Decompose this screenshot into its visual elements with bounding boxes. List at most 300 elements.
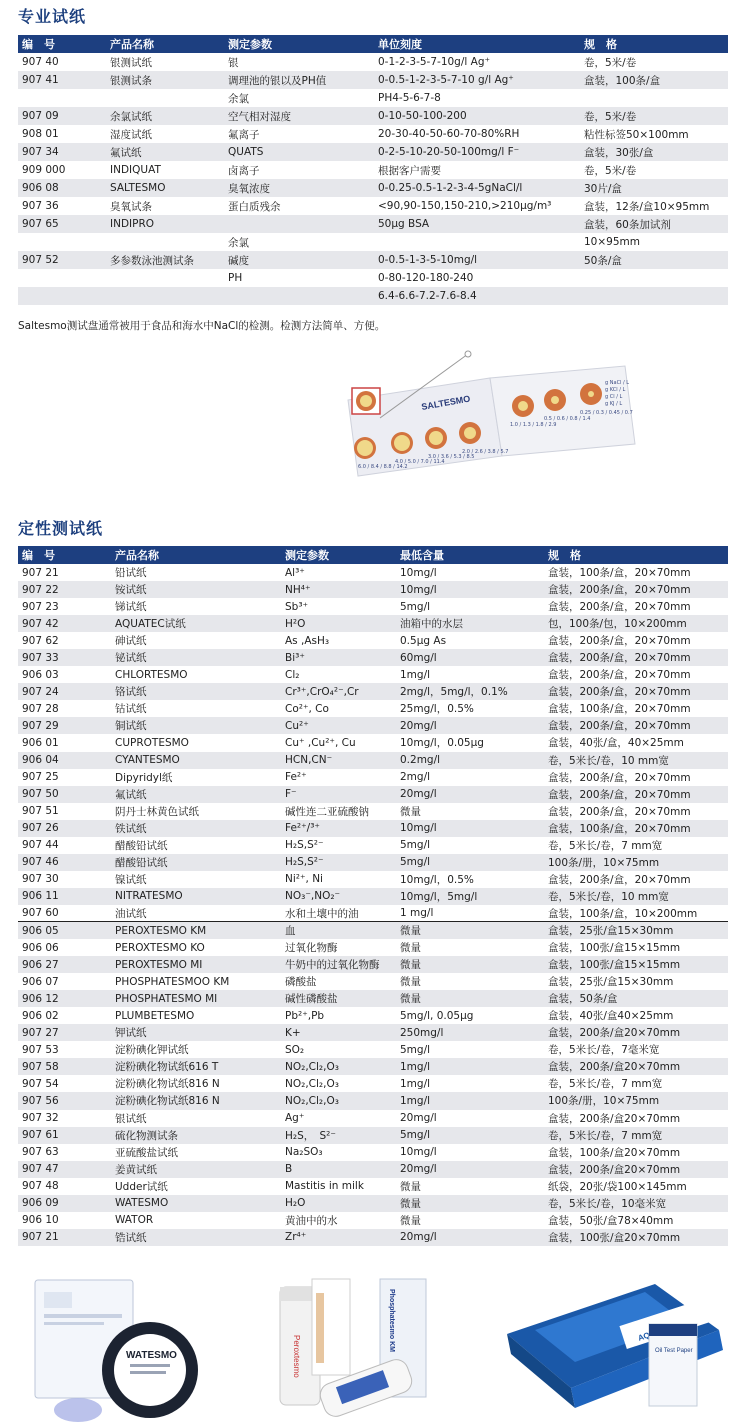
- scale-label: 0.5 / 0.6 / 0.8 / 1.4: [544, 416, 591, 422]
- table-cell: [106, 287, 224, 305]
- table-cell: 907 28: [22, 702, 59, 715]
- scale-label: 3.0 / 3.6 / 5.3 / 8.5: [428, 454, 475, 460]
- table-cell: 淀粉碘化物试纸816 N: [111, 1092, 281, 1109]
- table-row: [18, 786, 728, 803]
- table-cell: WATESMO: [111, 1195, 281, 1212]
- table-cell: 907 22: [18, 581, 111, 598]
- table-row: [18, 1092, 728, 1109]
- table-row: [18, 820, 728, 837]
- table-row: [18, 1212, 728, 1229]
- table-cell: 银测试条: [106, 71, 224, 89]
- table-cell: 牛奶中的过氧化物酶: [281, 956, 396, 973]
- table-cell: 5mg/l: [396, 1127, 544, 1144]
- table-cell: 盒装，100条/盒20×70mm: [548, 1146, 681, 1159]
- table-cell: 银试纸: [115, 1112, 147, 1125]
- table-row: [18, 269, 728, 287]
- table-cell: 50μg BSA: [374, 215, 580, 233]
- table-row: [18, 632, 728, 649]
- table-cell: 盒装，40张/盒40×25mm: [548, 1010, 674, 1023]
- table-cell: 906 05: [18, 922, 111, 939]
- table-cell: Pb²⁺,Pb: [285, 1009, 325, 1022]
- table-cell: 盒装，200条/盒20×70mm: [544, 1024, 728, 1041]
- table-cell: 907 62: [22, 634, 59, 647]
- saltesmo-card-illustration: [340, 348, 740, 488]
- table-row: [18, 125, 728, 143]
- table-cell: 907 44: [22, 839, 59, 852]
- table-cell: Mastitis in milk: [285, 1180, 364, 1193]
- table-cell: 5mg/l: [400, 1043, 431, 1056]
- table-cell: F⁻: [281, 786, 396, 803]
- table-cell: [18, 287, 106, 305]
- table-cell: H₂S,S²⁻: [281, 854, 396, 871]
- table-row: [18, 837, 728, 854]
- table-row: [18, 700, 728, 717]
- table-cell: INDIPRO: [106, 215, 224, 233]
- table-cell: 盒装，200条/盒20×70mm: [544, 1161, 728, 1178]
- table-cell: 盒装，60条加试剂: [580, 215, 728, 233]
- table-row: [18, 717, 728, 734]
- table-cell: 银: [228, 56, 239, 69]
- table-cell: 盒装，100条/盒: [580, 71, 728, 89]
- table-cell: 0.2mg/l: [396, 752, 544, 769]
- table-cell: 湿度试纸: [110, 128, 152, 141]
- column-header: 单位刻度: [374, 35, 580, 53]
- table-cell: Cu²⁺: [281, 717, 396, 734]
- table-row: [18, 956, 728, 973]
- table-cell: 碱性连二亚硫酸钠: [285, 805, 369, 818]
- table-cell: 5mg/l: [400, 839, 431, 852]
- product-photo-aquatec: [505, 1270, 727, 1420]
- table-cell: [18, 89, 106, 107]
- column-header: 最低含量: [396, 546, 544, 564]
- table-cell: 磷酸盐: [285, 976, 317, 989]
- table-cell: 盒装，200条/盒，20×70mm: [548, 635, 691, 648]
- table-cell: 氟试纸: [111, 786, 281, 803]
- table-cell: 铅试纸: [115, 567, 147, 580]
- table-cell: 银测试纸: [110, 56, 152, 69]
- table-cell: 907 25: [22, 771, 59, 784]
- table-cell: Ni²⁺, Ni: [285, 873, 323, 886]
- table-cell: 907 21: [18, 1229, 111, 1246]
- table-cell: 铋试纸: [111, 649, 281, 666]
- table-cell: 909 000: [22, 164, 66, 176]
- table-cell: 907 47: [18, 1161, 111, 1178]
- table-cell: 907 61: [18, 1127, 111, 1144]
- table-cell: 100条/册，10×75mm: [544, 854, 728, 871]
- table-cell: PH: [228, 272, 243, 284]
- table-cell: 盒装，12条/盒10×95mm: [584, 200, 710, 213]
- table-cell: 卷，5米长/卷，10毫米宽: [544, 1195, 728, 1212]
- table-cell: 907 46: [18, 854, 111, 871]
- table-cell: 余氯: [228, 236, 249, 249]
- table-cell: 100条/册，10×75mm: [544, 1092, 728, 1109]
- table-cell: 2mg/l: [400, 771, 431, 784]
- table-cell: 包，100条/包，10×200mm: [544, 615, 728, 632]
- table-row: [18, 1178, 728, 1195]
- table-cell: 1mg/l: [400, 668, 431, 681]
- table-cell: 907 34: [18, 143, 106, 161]
- table-cell: 20mg/l: [396, 717, 544, 734]
- table-cell: 盒装，100张/盒15×15mm: [548, 942, 681, 955]
- table-cell: H₂S,S²⁻: [285, 839, 324, 852]
- table-row: [18, 89, 728, 107]
- peroxtesmo-label: Peroxtesmo: [292, 1335, 301, 1378]
- table-cell: 1mg/l: [396, 1092, 544, 1109]
- table-cell: AQUATEC试纸: [111, 615, 281, 632]
- table-cell: 盒装，100条/盒，20×70mm: [548, 567, 691, 580]
- table-cell: 907 56: [18, 1092, 111, 1109]
- table-cell: [106, 269, 224, 287]
- table-cell: 0.5μg As: [400, 634, 447, 647]
- table-row: [18, 871, 728, 888]
- table-cell: 钴试纸: [115, 703, 147, 716]
- table-cell: Cu⁺ ,Cu²⁺, Cu: [285, 736, 356, 749]
- table-cell: 卷，5米/卷: [584, 164, 637, 177]
- table-cell: 1mg/l: [400, 1077, 431, 1090]
- table-row: [18, 615, 728, 632]
- saltesmo-note: Saltesmo测试盘通常被用于食品和海水中NaCl的检测。检测方法简单、方便。: [18, 320, 386, 332]
- table-cell: 锆试纸: [111, 1229, 281, 1246]
- table-cell: 906 09: [18, 1195, 111, 1212]
- table-cell: [106, 233, 224, 251]
- table-cell: 5mg/l: [396, 854, 544, 871]
- table-cell: CHLORTESMO: [115, 668, 188, 681]
- table-row: [18, 143, 728, 161]
- table-cell: 微量: [400, 1180, 421, 1193]
- table-cell: 卷，5米长/卷，7 mm宽: [548, 1078, 663, 1091]
- product-photo-watesmo: [30, 1272, 220, 1422]
- table-cell: 卷，5米/卷: [580, 107, 728, 125]
- table-row: [18, 598, 728, 615]
- oil-test-label: Oil Test Paper: [655, 1348, 693, 1354]
- table-row: [18, 649, 728, 666]
- table-cell: 907 09: [18, 107, 106, 125]
- table-cell: 907 52: [18, 251, 106, 269]
- table-cell: 906 07: [22, 975, 59, 988]
- table-cell: PHOSPHATESMO MI: [111, 990, 281, 1007]
- table-row: [18, 922, 728, 939]
- table-cell: 盒装，200条/盒，20×70mm: [548, 805, 691, 818]
- table-cell: B: [281, 1161, 396, 1178]
- table-cell: 907 40: [22, 56, 59, 68]
- table-row: [18, 888, 728, 905]
- table-cell: 907 51: [22, 805, 59, 818]
- scale-unit: g Cl / L: [605, 394, 623, 400]
- table-cell: 碱性磷酸盐: [281, 990, 396, 1007]
- table-cell: 10mg/l: [396, 581, 544, 598]
- table-cell: 907 21: [22, 566, 59, 579]
- table-row: [18, 71, 728, 89]
- table-row: [18, 666, 728, 683]
- table-cell: PEROXTESMO MI: [111, 956, 281, 973]
- table-cell: 907 48: [22, 1180, 59, 1193]
- table-cell: SALTESMO: [106, 179, 224, 197]
- table-cell: 空气相对湿度: [224, 107, 374, 125]
- table-cell: 盒装，200条/盒，20×70mm: [544, 649, 728, 666]
- table-cell: 臭氧试条: [110, 200, 152, 213]
- table-cell: 铁试纸: [111, 820, 281, 837]
- table-cell: 蛋白质残余: [228, 200, 281, 213]
- table-cell: NITRATESMO: [111, 888, 281, 905]
- table-cell: 卷，5米长/卷，7毫米宽: [548, 1044, 660, 1057]
- table-cell: 906 03: [22, 668, 59, 681]
- table-cell: <90,90-150,150-210,>210μg/m³: [378, 200, 552, 212]
- table-cell: 0-10-50-100-200: [374, 107, 580, 125]
- table-row: [18, 215, 728, 233]
- table-cell: 907 54: [22, 1077, 59, 1090]
- table-cell: 盒装，100条/盒，10×200mm: [548, 907, 698, 920]
- table-cell: 906 10: [22, 1214, 59, 1227]
- scale-label: 2.0 / 2.6 / 3.8 / 5.7: [462, 449, 509, 455]
- table-cell: WATOR: [115, 1214, 154, 1227]
- column-header: 产品名称: [111, 546, 281, 564]
- table-cell: 硫化物测试条: [111, 1127, 281, 1144]
- table-cell: 淀粉碘化物试纸616 T: [111, 1058, 281, 1075]
- table-cell: 盒装，200条/盒，20×70mm: [548, 873, 691, 886]
- table-row: [18, 287, 728, 305]
- table-cell: 10mg/l，0.5%: [400, 873, 474, 886]
- table-cell: 20mg/l: [400, 1112, 437, 1125]
- table-cell: 卷，5米长/卷，10 mm宽: [544, 752, 728, 769]
- table-cell: Udder试纸: [115, 1180, 168, 1193]
- table-cell: [580, 287, 728, 305]
- table-cell: 907 65: [18, 215, 106, 233]
- table-cell: NH⁴⁺: [281, 581, 396, 598]
- table-cell: 余氯: [228, 92, 249, 105]
- scale-label: 1.0 / 1.3 / 1.8 / 2.9: [510, 422, 557, 428]
- table-cell: 907 42: [18, 615, 111, 632]
- qualitative-test-paper-table: [18, 546, 728, 1246]
- table-cell: PEROXTESMO KO: [115, 941, 205, 954]
- table-cell: Zr⁴⁺: [281, 1229, 396, 1246]
- table-cell: 2mg/l，5mg/l，0.1%: [396, 683, 544, 700]
- professional-test-paper-table: [18, 35, 728, 305]
- table-cell: 醋酸铅试纸: [111, 854, 281, 871]
- table-cell: 10×95mm: [584, 236, 640, 248]
- table-cell: 0-80-120-180-240: [378, 272, 474, 284]
- table-cell: NO₂,Cl₂,O₃: [281, 1092, 396, 1109]
- table-cell: 0-1-2-3-5-7-10g/l Ag⁺: [378, 56, 491, 68]
- table-cell: [580, 89, 728, 107]
- table-cell: Dipyridyl纸: [115, 771, 173, 784]
- table-cell: 盒装，200条/盒，20×70mm: [548, 669, 691, 682]
- table-row: [18, 53, 728, 71]
- table-cell: 907 53: [22, 1043, 59, 1056]
- table-cell: 10mg/l，0.05μg: [400, 737, 484, 750]
- section-title-qualitative: 定性测试纸: [18, 519, 104, 538]
- table-cell: 微量: [396, 1195, 544, 1212]
- table-cell: 20mg/l: [396, 1229, 544, 1246]
- table-row: [18, 1127, 728, 1144]
- table-cell: 黄油中的水: [285, 1214, 338, 1227]
- table-cell: 盒装，100张/盒20×70mm: [544, 1229, 728, 1246]
- table-cell: 根据客户需要: [378, 164, 441, 177]
- table-cell: 多参数泳池测试条: [106, 251, 224, 269]
- table-row: [18, 905, 728, 922]
- table-cell: 盒装，200条/盒，20×70mm: [548, 771, 691, 784]
- table-cell: 盒装，50张/盒78×40mm: [548, 1214, 674, 1227]
- table-row: [18, 197, 728, 215]
- table-cell: Fe²⁺/³⁺: [281, 820, 396, 837]
- table-cell: Na₂SO₃: [285, 1146, 323, 1159]
- table-row: [18, 107, 728, 125]
- table-row: [18, 769, 728, 786]
- table-cell: 0-2-5-10-20-50-100mg/l F⁻: [374, 143, 580, 161]
- table-cell: 906 06: [22, 941, 59, 954]
- scale-label: 6.0 / 8.4 / 8.8 / 14.2: [358, 464, 408, 470]
- section-title-professional: 专业试纸: [18, 7, 87, 26]
- table-cell: 纸袋，20张/袋100×145mm: [548, 1180, 687, 1193]
- column-header: 测定参数: [224, 35, 374, 53]
- table-cell: Al³⁺: [285, 566, 305, 579]
- table-row: [18, 581, 728, 598]
- table-cell: 盒装，30张/盒: [580, 143, 728, 161]
- table-row: [18, 1041, 728, 1058]
- table-row: [18, 1058, 728, 1075]
- table-row: [18, 1110, 728, 1127]
- table-cell: 阴丹士林黄色试纸: [115, 805, 199, 818]
- table-cell: INDIQUAT: [110, 164, 161, 176]
- table-cell: Sb³⁺: [285, 600, 309, 613]
- table-cell: 0-0.25-0.5-1-2-3-4-5gNaCl/l: [374, 179, 580, 197]
- table-cell: 卤离子: [228, 164, 260, 177]
- table-cell: 卷，5米长/卷，10 mm宽: [544, 888, 728, 905]
- table-cell: 盒装，100条/盒，20×70mm: [544, 820, 728, 837]
- table-cell: CUPROTESMO: [115, 736, 189, 749]
- table-row: [18, 1144, 728, 1161]
- table-row: [18, 1229, 728, 1246]
- table-row: [18, 803, 728, 820]
- table-cell: 30片/盒: [580, 179, 728, 197]
- table-cell: 余氯试纸: [106, 107, 224, 125]
- table-cell: 铵试纸: [111, 581, 281, 598]
- table-cell: 20mg/l: [396, 786, 544, 803]
- table-cell: 25mg/l，0.5%: [400, 703, 474, 716]
- table-row: [18, 1195, 728, 1212]
- table-cell: 5mg/l: [400, 600, 431, 613]
- table-cell: Cr³⁺,CrO₄²⁻,Cr: [281, 683, 396, 700]
- column-header: 编 号: [18, 35, 106, 53]
- table-cell: 907 26: [18, 820, 111, 837]
- table-cell: 姜黄试纸: [111, 1161, 281, 1178]
- table-cell: 油试纸: [115, 907, 147, 920]
- table-cell: 铬试纸: [111, 683, 281, 700]
- scale-unit: g KJ / L: [605, 401, 623, 407]
- column-header: 编 号: [18, 546, 111, 564]
- table-cell: 微量: [396, 922, 544, 939]
- scale-label: 0.25 / 0.3 / 0.45 / 0.7: [580, 410, 633, 416]
- table-cell: 盒装，200条/盒，20×70mm: [544, 683, 728, 700]
- table-cell: 微量: [400, 976, 421, 989]
- table-cell: 砷试纸: [115, 635, 147, 648]
- table-cell: 906 02: [22, 1009, 59, 1022]
- table-row: [18, 1024, 728, 1041]
- table-cell: 盒装，200条/盒20×70mm: [548, 1112, 681, 1125]
- table-cell: [18, 269, 106, 287]
- table-row: [18, 233, 728, 251]
- table-cell: 镍试纸: [115, 873, 147, 886]
- table-cell: Ag⁺: [285, 1112, 305, 1125]
- table-row: [18, 734, 728, 751]
- table-cell: As ,AsH₃: [285, 634, 330, 647]
- table-cell: [374, 233, 580, 251]
- table-cell: HCN,CN⁻: [281, 752, 396, 769]
- table-cell: 卷，5米长/卷，7 mm宽: [548, 839, 663, 852]
- table-cell: K+: [281, 1024, 396, 1041]
- table-cell: 907 60: [22, 907, 59, 920]
- table-cell: 906 27: [18, 956, 111, 973]
- table-cell: 盒装，200条/盒，20×70mm: [544, 717, 728, 734]
- table-cell: 250mg/l: [396, 1024, 544, 1041]
- table-cell: 油箱中的水层: [396, 615, 544, 632]
- table-cell: [106, 89, 224, 107]
- table-cell: NO₂,Cl₂,O₃: [281, 1058, 396, 1075]
- column-header: 规 格: [580, 35, 728, 53]
- table-row: [18, 161, 728, 179]
- table-row: [18, 990, 728, 1007]
- table-row: [18, 564, 728, 581]
- table-row: [18, 683, 728, 700]
- table-cell: 907 27: [18, 1024, 111, 1041]
- table-cell: 亚硫酸盐试纸: [115, 1146, 178, 1159]
- table-cell: 20-30-40-50-60-70-80%RH: [378, 128, 520, 140]
- table-cell: SO₂: [285, 1043, 305, 1056]
- table-cell: 粘性标签50×100mm: [584, 128, 689, 141]
- table-cell: NO₂,Cl₂,O₃: [285, 1077, 339, 1090]
- table-cell: 907 58: [18, 1058, 111, 1075]
- table-cell: PLUMBETESMO: [115, 1009, 195, 1022]
- table-cell: 盒装，50条/盒: [544, 990, 728, 1007]
- table-cell: 906 04: [18, 752, 111, 769]
- table-cell: 907 23: [22, 600, 59, 613]
- table-cell: 60mg/l: [396, 649, 544, 666]
- table-cell: [18, 233, 106, 251]
- table-cell: 铜试纸: [111, 717, 281, 734]
- table-cell: 调理池的银以及PH值: [224, 71, 374, 89]
- table-cell: 907 30: [22, 873, 59, 886]
- table-cell: 微量: [400, 942, 421, 955]
- scale-label: 4.0 / 5.0 / 7.0 / 11.4: [395, 459, 445, 465]
- table-cell: 907 36: [22, 200, 59, 212]
- table-cell: 10mg/l: [396, 820, 544, 837]
- table-cell: 10mg/l，5mg/l: [396, 888, 544, 905]
- table-cell: 钾试纸: [111, 1024, 281, 1041]
- table-cell: 907 29: [18, 717, 111, 734]
- table-cell: 氟试纸: [106, 143, 224, 161]
- table-cell: 水和土壤中的油: [285, 907, 359, 920]
- table-header-row: [18, 35, 728, 53]
- product-photo-peroxtesmo: [270, 1275, 430, 1423]
- table-cell: H₂S， S²⁻: [281, 1127, 396, 1144]
- table-cell: PEROXTESMO KM: [111, 922, 281, 939]
- phosphatesmo-label: Phosphatesmo KM: [388, 1289, 395, 1353]
- table-cell: 氟离子: [228, 128, 260, 141]
- scale-unit: g NaCl / L: [605, 380, 630, 386]
- table-cell: 1 mg/l: [400, 907, 434, 920]
- table-cell: 血: [281, 922, 396, 939]
- table-cell: 盒装，40张/盒，40×25mm: [548, 737, 684, 750]
- column-header: 规 格: [544, 546, 728, 564]
- table-cell: 908 01: [22, 128, 59, 140]
- table-cell: 50条/盒: [580, 251, 728, 269]
- table-row: [18, 179, 728, 197]
- table-cell: 906 11: [18, 888, 111, 905]
- table-cell: 盒装，200条/盒，20×70mm: [548, 601, 691, 614]
- table-cell: 盒装，100张/盒15×15mm: [544, 956, 728, 973]
- table-cell: 0-0.5-1-2-3-5-7-10 g/l Ag⁺: [374, 71, 580, 89]
- table-cell: [224, 215, 374, 233]
- table-row: [18, 752, 728, 769]
